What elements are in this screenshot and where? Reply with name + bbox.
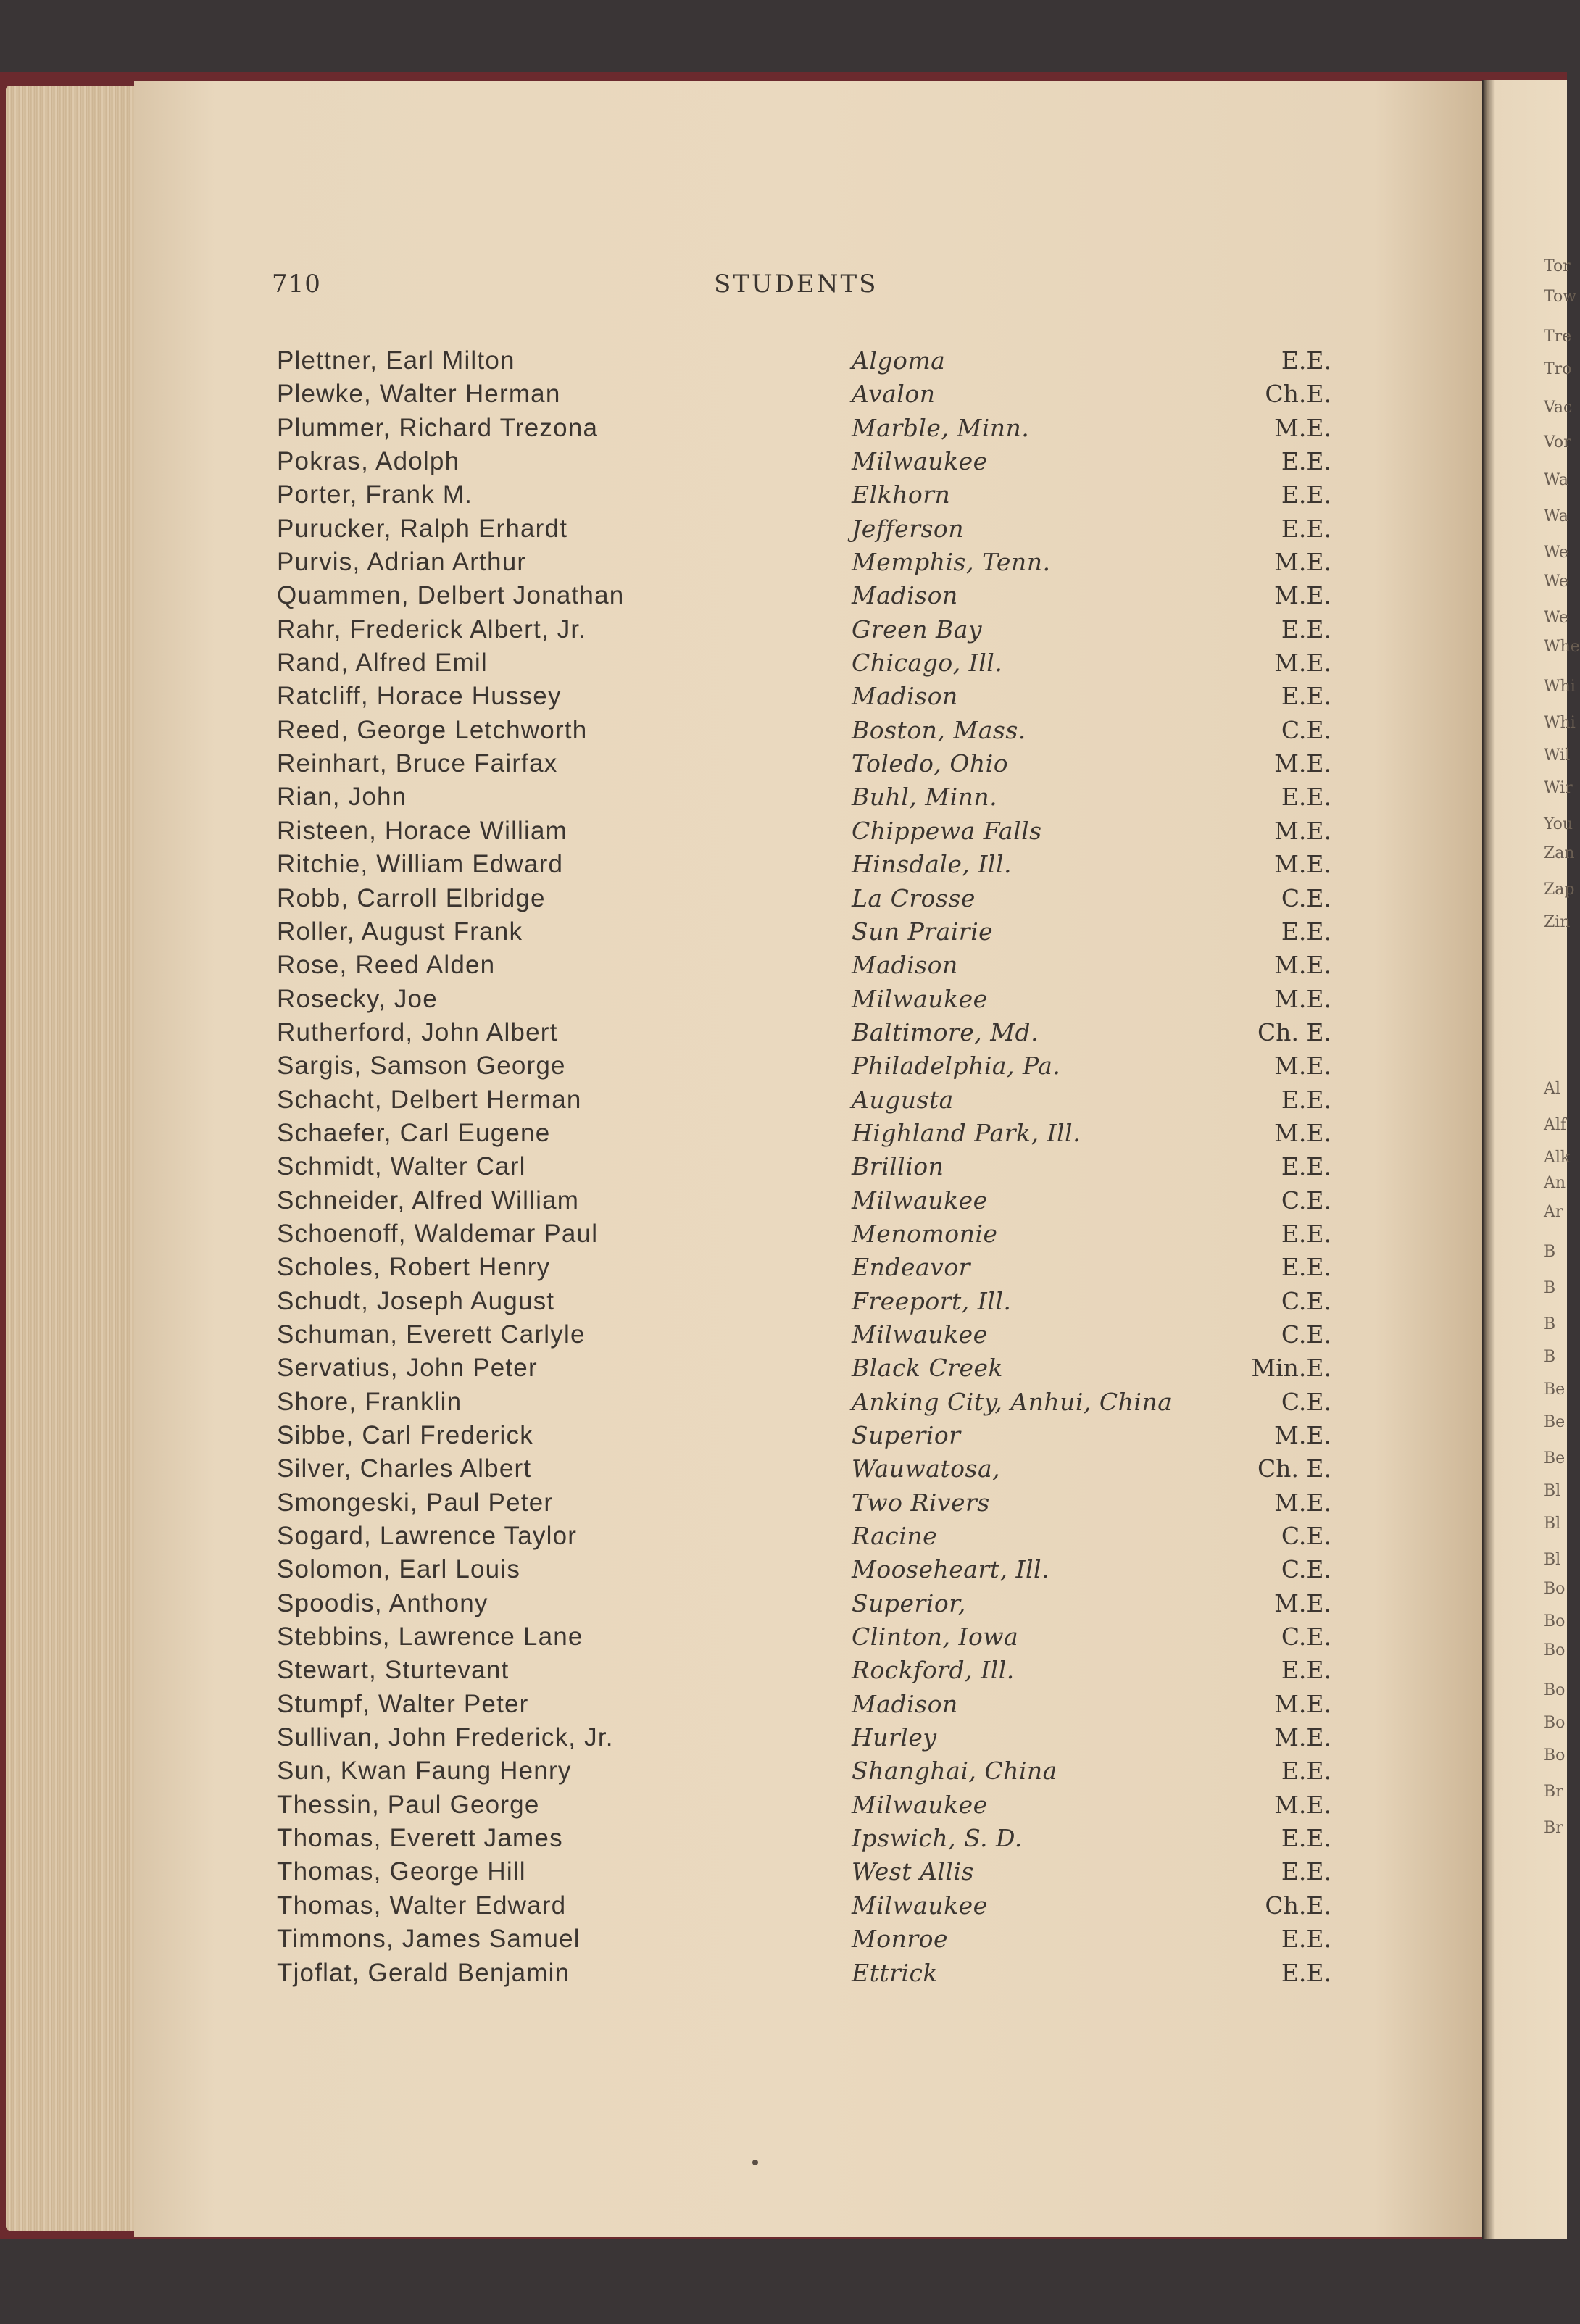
facing-page-fragment: Bo (1544, 1714, 1566, 1732)
student-row (0, 1587, 1567, 1620)
student-name: Stewart, Sturtevant (277, 1656, 510, 1685)
student-name: Schuman, Everett Carlyle (277, 1320, 586, 1349)
student-name: Reinhart, Bruce Fairfax (277, 749, 558, 778)
student-row (0, 882, 1567, 915)
student-row (0, 1083, 1567, 1117)
student-degree: E.E. (1281, 1857, 1331, 1886)
student-degree: E.E. (1281, 1824, 1331, 1853)
student-name: Rahr, Frederick Albert, Jr. (277, 615, 587, 644)
student-degree: E.E. (1281, 783, 1331, 812)
student-row (0, 1419, 1567, 1452)
student-town: Toledo, Ohio (852, 749, 1009, 778)
facing-page-fragment: Vor (1544, 433, 1571, 451)
student-row (0, 1184, 1567, 1217)
student-name: Sogard, Lawrence Taylor (277, 1522, 578, 1551)
student-degree: C.E. (1281, 1320, 1331, 1349)
student-degree: M.E. (1274, 1488, 1331, 1517)
student-row (0, 1150, 1567, 1183)
student-town: Green Bay (852, 615, 983, 644)
student-town: Wauwatosa, (852, 1454, 1001, 1483)
student-row (0, 848, 1567, 881)
student-town: Avalon (852, 380, 936, 409)
student-town: Hinsdale, Ill. (852, 850, 1013, 879)
student-row (0, 412, 1567, 445)
facing-page-fragment: Alk (1544, 1149, 1571, 1167)
facing-page-fragment: You (1544, 815, 1573, 833)
facing-page-fragment: Zap (1544, 880, 1575, 899)
facing-page-fragment: Whi (1544, 678, 1576, 696)
student-town: Milwaukee (852, 1186, 988, 1215)
student-degree: Ch.E. (1265, 380, 1331, 409)
facing-page-fragment: Bo (1544, 1681, 1566, 1699)
student-town: Buhl, Minn. (852, 783, 998, 812)
student-name: Schmidt, Walter Carl (277, 1152, 526, 1181)
student-row (0, 949, 1567, 982)
student-degree: Min.E. (1251, 1354, 1331, 1383)
student-town: Freeport, Ill. (852, 1286, 1012, 1315)
facing-page-fragment: Bo (1544, 1641, 1566, 1659)
student-degree: M.E. (1274, 850, 1331, 879)
facing-page-fragment: B (1544, 1243, 1556, 1261)
student-name: Schneider, Alfred William (277, 1186, 580, 1215)
student-row (0, 1520, 1567, 1553)
student-town: Monroe (852, 1925, 949, 1954)
student-row (0, 1754, 1567, 1788)
student-name: Purvis, Adrian Arthur (277, 548, 527, 577)
student-name: Roller, August Frank (277, 917, 523, 946)
facing-page-fragment: Whe (1544, 638, 1580, 656)
facing-page-fragment: Tre (1544, 328, 1572, 346)
student-degree: C.E. (1281, 1286, 1331, 1315)
student-degree: E.E. (1281, 1085, 1331, 1114)
student-row (0, 1721, 1567, 1754)
student-town: Milwaukee (852, 1790, 988, 1819)
student-degree: E.E. (1281, 1253, 1331, 1282)
student-name: Shore, Franklin (277, 1387, 462, 1416)
student-degree: E.E. (1281, 1757, 1331, 1786)
student-row (0, 1251, 1567, 1284)
student-degree: E.E. (1281, 1219, 1331, 1248)
facing-page-fragment: Be (1544, 1413, 1566, 1431)
student-town: Superior (852, 1421, 961, 1449)
facing-page-fragment: We (1544, 609, 1568, 627)
student-degree: M.E. (1274, 413, 1331, 442)
student-name: Sargis, Samson George (277, 1051, 566, 1080)
student-town: La Crosse (852, 883, 976, 912)
student-town: Clinton, Iowa (852, 1623, 1019, 1652)
student-row (0, 1285, 1567, 1318)
student-town: Mooseheart, Ill. (852, 1555, 1050, 1584)
student-degree: M.E. (1274, 649, 1331, 678)
student-name: Rosecky, Joe (277, 984, 438, 1013)
student-row (0, 344, 1567, 378)
student-row (0, 1486, 1567, 1520)
facing-page-fragment: Bo (1544, 1580, 1566, 1598)
student-town: Madison (852, 951, 958, 980)
facing-page-fragment: Wir (1544, 779, 1573, 797)
facing-page-fragment: Be (1544, 1449, 1566, 1467)
student-name: Tjoflat, Gerald Benjamin (277, 1958, 570, 1987)
student-degree: M.E. (1274, 951, 1331, 980)
student-degree: E.E. (1281, 1925, 1331, 1954)
student-row (0, 1016, 1567, 1049)
student-degree: M.E. (1274, 1723, 1331, 1752)
student-row (0, 613, 1567, 646)
student-row (0, 512, 1567, 546)
student-row (0, 1217, 1567, 1251)
student-town: Anking City, Anhui, China (852, 1387, 1173, 1416)
facing-page-fragment: Bo (1544, 1612, 1566, 1630)
student-degree: C.E. (1281, 1522, 1331, 1551)
student-degree: Ch.E. (1265, 1891, 1331, 1920)
student-name: Rutherford, John Albert (277, 1017, 558, 1046)
student-row (0, 1049, 1567, 1083)
student-degree: E.E. (1281, 346, 1331, 375)
student-row (0, 1620, 1567, 1654)
student-degree: E.E. (1281, 682, 1331, 711)
student-name: Purucker, Ralph Erhardt (277, 514, 568, 543)
student-town: Superior, (852, 1588, 966, 1617)
paper-speck (752, 2160, 758, 2165)
student-town: Milwaukee (852, 984, 988, 1013)
student-town: Highland Park, Ill. (852, 1118, 1081, 1147)
student-name: Silver, Charles Albert (277, 1454, 532, 1483)
student-list (0, 344, 1567, 1990)
student-town: Two Rivers (852, 1488, 990, 1517)
student-row (0, 815, 1567, 848)
student-name: Rose, Reed Alden (277, 951, 496, 980)
student-row (0, 983, 1567, 1016)
student-degree: C.E. (1281, 1186, 1331, 1215)
student-degree: M.E. (1274, 984, 1331, 1013)
student-name: Timmons, James Samuel (277, 1925, 581, 1954)
student-name: Porter, Frank M. (277, 480, 473, 509)
student-town: Rockford, Ill. (852, 1656, 1015, 1685)
student-name: Solomon, Earl Louis (277, 1555, 521, 1584)
student-name: Smongeski, Paul Peter (277, 1488, 554, 1517)
student-row (0, 714, 1567, 747)
student-town: Chippewa Falls (852, 816, 1042, 845)
facing-page-fragment: We (1544, 543, 1568, 562)
facing-page-fragment: Tow (1544, 288, 1577, 306)
facing-page-fragment: Al (1544, 1080, 1560, 1098)
student-town: Ipswich, S. D. (852, 1824, 1023, 1853)
facing-page-fragment: Bl (1544, 1515, 1561, 1533)
student-degree: M.E. (1274, 581, 1331, 610)
facing-page-fragment: Bo (1544, 1746, 1566, 1765)
student-row (0, 780, 1567, 814)
student-name: Schaefer, Carl Eugene (277, 1118, 551, 1147)
student-name: Thomas, George Hill (277, 1857, 526, 1886)
student-degree: C.E. (1281, 715, 1331, 744)
facing-page-fragment: We (1544, 572, 1568, 591)
student-row (0, 747, 1567, 780)
student-town: Madison (852, 682, 958, 711)
student-degree: M.E. (1274, 1689, 1331, 1718)
student-row (0, 1452, 1567, 1486)
student-degree: M.E. (1274, 816, 1331, 845)
student-town: Madison (852, 1689, 958, 1718)
facing-page-fragment: Wa (1544, 507, 1568, 525)
student-degree: C.E. (1281, 1387, 1331, 1416)
student-town: Jefferson (852, 514, 965, 543)
student-town: Milwaukee (852, 1320, 988, 1349)
facing-page-fragment: Wa (1544, 471, 1568, 489)
student-town: Endeavor (852, 1253, 970, 1282)
student-town: Shanghai, China (852, 1757, 1057, 1786)
student-degree: E.E. (1281, 514, 1331, 543)
student-degree: M.E. (1274, 1790, 1331, 1819)
student-name: Sun, Kwan Faung Henry (277, 1757, 572, 1786)
student-row (0, 1688, 1567, 1721)
facing-page-fragment: Br (1544, 1783, 1563, 1801)
student-degree: M.E. (1274, 1421, 1331, 1449)
page-header (0, 270, 1567, 306)
student-town: Elkhorn (852, 480, 951, 509)
student-name: Ratcliff, Horace Hussey (277, 682, 562, 711)
student-town: Marble, Minn. (852, 413, 1030, 442)
student-row (0, 1923, 1567, 1956)
facing-page-fragment: Zan (1544, 844, 1575, 862)
student-town: Ettrick (852, 1958, 938, 1987)
student-row (0, 579, 1567, 612)
facing-page-fragment: Tro (1544, 360, 1572, 378)
student-row (0, 1386, 1567, 1419)
page-number: 710 (272, 270, 321, 299)
student-row (0, 1822, 1567, 1855)
student-row (0, 1351, 1567, 1385)
student-name: Thessin, Paul George (277, 1790, 540, 1819)
facing-page-fragment: An (1544, 1174, 1566, 1192)
student-town: Algoma (852, 346, 946, 375)
facing-page-fragment: Bl (1544, 1551, 1561, 1569)
student-degree: M.E. (1274, 749, 1331, 778)
student-row (0, 445, 1567, 478)
student-row (0, 680, 1567, 713)
facing-page-fragment: Br (1544, 1819, 1563, 1837)
facing-page-fragment: Bl (1544, 1482, 1561, 1500)
student-name: Reed, George Letchworth (277, 715, 588, 744)
student-name: Servatius, John Peter (277, 1354, 538, 1383)
student-town: Menomonie (852, 1219, 998, 1248)
facing-page-fragment: Vac (1544, 399, 1573, 417)
facing-page-fragment: B (1544, 1348, 1556, 1366)
student-town: Memphis, Tenn. (852, 548, 1051, 577)
student-name: Rand, Alfred Emil (277, 649, 488, 678)
student-town: Chicago, Ill. (852, 649, 1003, 678)
student-name: Plettner, Earl Milton (277, 346, 515, 375)
student-name: Thomas, Walter Edward (277, 1891, 567, 1920)
student-name: Sibbe, Carl Frederick (277, 1421, 533, 1449)
student-degree: C.E. (1281, 883, 1331, 912)
student-name: Pokras, Adolph (277, 447, 460, 476)
student-name: Thomas, Everett James (277, 1824, 563, 1853)
student-degree: M.E. (1274, 1051, 1331, 1080)
student-town: Brillion (852, 1152, 944, 1181)
student-town: Boston, Mass. (852, 715, 1026, 744)
student-degree: E.E. (1281, 447, 1331, 476)
facing-page-fragment: Zin (1544, 913, 1571, 931)
student-town: Philadelphia, Pa. (852, 1051, 1061, 1080)
student-row (0, 1654, 1567, 1687)
student-degree: E.E. (1281, 1656, 1331, 1685)
student-row (0, 1318, 1567, 1351)
student-degree: M.E. (1274, 1588, 1331, 1617)
student-row (0, 1957, 1567, 1990)
student-degree: E.E. (1281, 480, 1331, 509)
student-town: Baltimore, Md. (852, 1017, 1039, 1046)
student-name: Schoenoff, Waldemar Paul (277, 1219, 599, 1248)
student-row (0, 1553, 1567, 1586)
student-name: Quammen, Delbert Jonathan (277, 581, 625, 610)
student-row (0, 646, 1567, 680)
student-name: Spoodis, Anthony (277, 1588, 488, 1617)
student-row (0, 1889, 1567, 1923)
student-name: Risteen, Horace William (277, 816, 568, 845)
student-degree: C.E. (1281, 1623, 1331, 1652)
student-degree: M.E. (1274, 548, 1331, 577)
student-name: Sullivan, John Frederick, Jr. (277, 1723, 614, 1752)
facing-page-fragment: B (1544, 1315, 1556, 1333)
student-name: Plewke, Walter Herman (277, 380, 561, 409)
facing-page-fragment: Ar (1544, 1203, 1563, 1221)
student-degree: E.E. (1281, 917, 1331, 946)
student-name: Schacht, Delbert Herman (277, 1085, 582, 1114)
facing-page-fragment: Alf (1544, 1116, 1567, 1134)
student-town: West Allis (852, 1857, 974, 1886)
student-degree: E.E. (1281, 1958, 1331, 1987)
student-degree: E.E. (1281, 1152, 1331, 1181)
student-town: Racine (852, 1522, 938, 1551)
facing-page-fragment: Tor (1544, 257, 1571, 275)
student-row (0, 1788, 1567, 1822)
student-town: Black Creek (852, 1354, 1004, 1383)
facing-page-fragment: Whi (1544, 714, 1576, 732)
student-town: Madison (852, 581, 958, 610)
student-name: Plummer, Richard Trezona (277, 413, 599, 442)
student-row (0, 478, 1567, 512)
student-name: Stumpf, Walter Peter (277, 1689, 529, 1718)
student-town: Milwaukee (852, 447, 988, 476)
student-row (0, 378, 1567, 411)
student-row (0, 1855, 1567, 1888)
student-degree: C.E. (1281, 1555, 1331, 1584)
student-row (0, 1117, 1567, 1150)
student-town: Sun Prairie (852, 917, 994, 946)
student-name: Robb, Carroll Elbridge (277, 883, 546, 912)
student-degree: M.E. (1274, 1118, 1331, 1147)
facing-page-fragment: Wil (1544, 746, 1571, 765)
facing-page-fragment: B (1544, 1279, 1556, 1297)
student-degree: Ch. E. (1257, 1454, 1331, 1483)
student-town: Hurley (852, 1723, 937, 1752)
student-town: Milwaukee (852, 1891, 988, 1920)
student-name: Scholes, Robert Henry (277, 1253, 551, 1282)
student-town: Augusta (852, 1085, 954, 1114)
student-degree: E.E. (1281, 615, 1331, 644)
student-name: Stebbins, Lawrence Lane (277, 1623, 583, 1652)
student-degree: Ch. E. (1257, 1017, 1331, 1046)
student-name: Rian, John (277, 783, 407, 812)
student-name: Ritchie, William Edward (277, 850, 564, 879)
facing-page-fragment: Be (1544, 1380, 1566, 1399)
running-head: STUDENTS (714, 270, 878, 299)
student-name: Schudt, Joseph August (277, 1286, 555, 1315)
student-row (0, 915, 1567, 949)
student-row (0, 546, 1567, 579)
